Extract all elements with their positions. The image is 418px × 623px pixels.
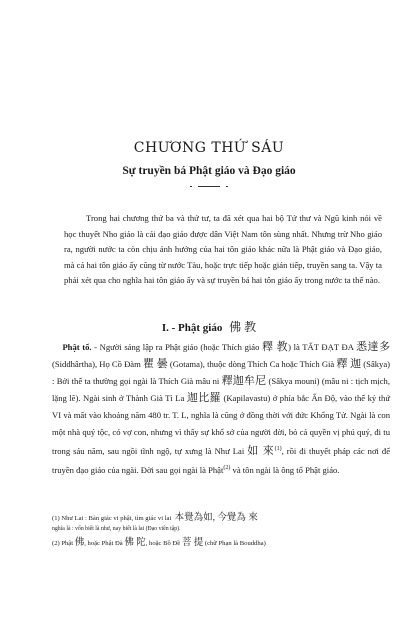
- intro-paragraph: [64, 211, 382, 289]
- body-text: [52, 339, 390, 479]
- footnote-2-han-3: 菩 提: [181, 538, 204, 548]
- footnote-2-note: (chữ Phạn là Bouddha): [204, 540, 266, 547]
- footnote-2-text: (2) Phật: [52, 540, 74, 547]
- body-paragraph: [52, 339, 390, 479]
- footnotes: [52, 513, 390, 551]
- footnote-ref-1[interactable]: (1): [274, 446, 282, 452]
- body-segment: (Siddhârtha), Họ Cồ Đàm: [52, 359, 143, 369]
- footnote-1-text: (1) Như Lai : Bản giác vi phật, tìm giác vi lai: [52, 515, 172, 522]
- section-heading: [0, 318, 418, 335]
- footnote-2-han-1: 佛: [74, 538, 85, 548]
- footnote-2-segment: , hoặc Bồ Đề: [145, 540, 181, 547]
- divider-dot-left: [190, 186, 192, 187]
- divider-dot-right: [226, 186, 228, 187]
- section-heading-text: I. - Phật giáo: [161, 322, 223, 334]
- footnote-1-gloss: nghĩa là : vốn biết là như, nay biết là lai (Đạo viên tập).: [52, 526, 181, 532]
- chapter-subtitle: Sự truyền bá Phật giáo và Đạo giáo: [122, 165, 296, 177]
- divider-line: [198, 186, 220, 187]
- han-shijiao: 釋 教: [261, 341, 289, 353]
- section-heading-han: 佛 教: [229, 320, 257, 334]
- footnote-1-han: 本覺為如, 今覺為 來: [174, 513, 258, 523]
- chapter-title: CHƯƠNG THỨ SÁU: [133, 140, 285, 156]
- footnote-2-segment: , hoặc Phật Đà: [84, 540, 123, 547]
- footnote-2: [52, 538, 390, 549]
- body-segment: , rồi đi thuyết pháp các nơi để truyền đạo giáo của ngài. Đời sau gọi ngài là Phật: [52, 445, 391, 475]
- body-segment: ) là TẤT ĐẠT ĐA: [288, 342, 357, 352]
- han-sakya: 釋 迦: [336, 358, 362, 370]
- han-sakyamuni: 釋迦牟尼: [221, 375, 267, 387]
- body-segment: và tôn ngài là ông tổ Phật giáo.: [230, 464, 340, 475]
- body-segment: - Người sáng lập ra Phật giáo (hoặc Thích giáo: [91, 342, 262, 352]
- han-kapilavastu: 迦比羅: [186, 392, 221, 404]
- han-rulai: 如 來: [247, 444, 275, 457]
- body-segment: (Gotama), thuộc dòng Thích Ca hoặc Thích Già: [167, 359, 337, 369]
- body-segment: (Sâkya) : Bởi thế ta thường gọi ngài là Thích Già mâu ni: [52, 359, 391, 386]
- body-segment: (Kapilavastu) ở phía bắc Ấn Độ, vào thế kỷ thứ VI và mất vào khoảng năm 480 tr. T. L, nghĩa là cũng ở đồng thời với đức Khổng Tử. Ngài là con một nhà quý tộc, có vợ con, nhưng vì thấy sự khổ sở của người đời, bỏ cả quyền vị phú quý, đi tu trong sáu năm, sau ngồi tĩnh ngộ, tự xưng là Như Lai: [52, 393, 391, 456]
- han-gautama: 瞿 曇: [142, 358, 168, 370]
- intro-text: Trong hai chương thứ ba và thứ tư, ta đã xét qua hai bộ Tứ thư và Ngũ kinh nói về học thuyết Nho giáo là cái đạo giáo được dân Việt Nam tôn sùng nhất. Nhưng trừ Nho giáo ra, người nước ta còn chịu ảnh hưởng của hai tôn giáo khác nữa là Phật giáo và Đạo giáo, mà cả hai tôn giáo ấy cũng từ nước Tàu, hoặc trực tiếp hoặc gián tiếp, truyền sang ta. Vậy ta phải xét qua cho nghĩa hai tôn giáo ấy và sự truyền bá hai tôn giáo ấy trong nước ta thế nào.: [64, 213, 382, 286]
- body-segment: (Sâkya mouni) (mâu ni : tịch mịch, lặng lẽ). Ngài sinh ở Thành Già Tì La: [52, 376, 390, 403]
- lead-term: Phật tổ.: [62, 342, 92, 352]
- han-siddhartha: 悉達多: [356, 341, 390, 353]
- footnote-2-han-2: 佛 陀: [124, 538, 146, 548]
- footnote-1: [52, 513, 390, 524]
- footnote-ref-2[interactable]: (2): [223, 464, 231, 471]
